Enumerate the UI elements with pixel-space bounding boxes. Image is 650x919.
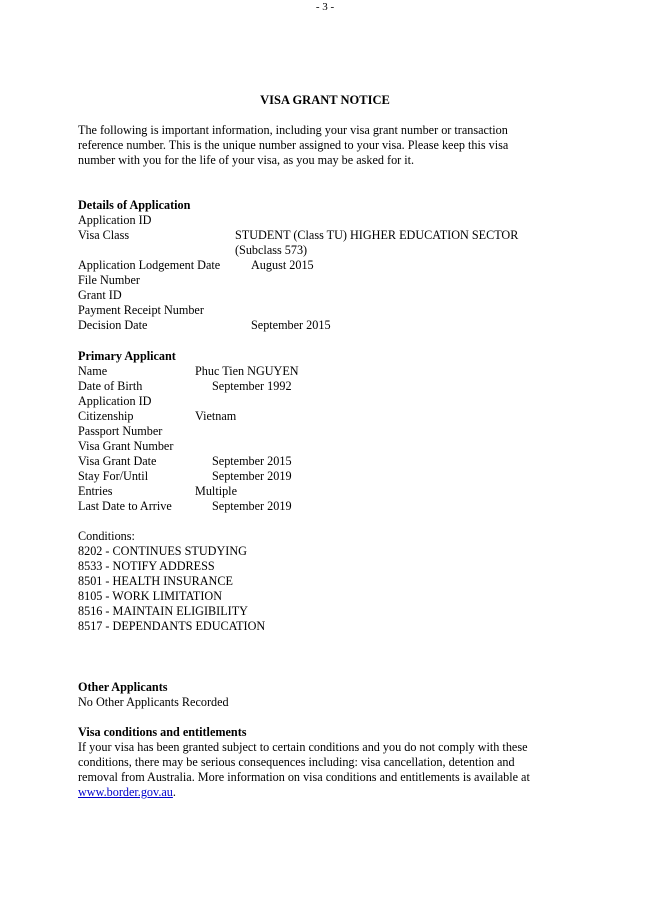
date-of-birth-row bbox=[78, 379, 578, 394]
visa-class-row bbox=[78, 228, 578, 243]
decision-date-row bbox=[78, 318, 578, 333]
last-date-to-arrive-row bbox=[78, 499, 578, 514]
citizenship-label: Citizenship bbox=[78, 409, 134, 423]
grant-id-label: Grant ID bbox=[78, 288, 122, 302]
condition-item: 8501 - HEALTH INSURANCE bbox=[78, 574, 233, 588]
other-applicants-text: No Other Applicants Recorded bbox=[78, 695, 229, 709]
condition-item: 8202 - CONTINUES STUDYING bbox=[78, 544, 247, 558]
entitlements-line: If your visa has been granted subject to certain conditions and you do not comply with these bbox=[78, 740, 528, 754]
visa-class-value: STUDENT (Class TU) HIGHER EDUCATION SECTOR bbox=[235, 228, 519, 242]
intro-line: number with you for the life of your visa, as you may be asked for it. bbox=[78, 153, 415, 167]
link-period: . bbox=[172, 785, 176, 799]
file-number-row bbox=[78, 273, 578, 288]
file-number-label: File Number bbox=[78, 273, 140, 287]
primary-application-id-row bbox=[78, 394, 578, 409]
last-date-to-arrive-value: September 2019 bbox=[212, 499, 292, 513]
application-details-heading: Details of Application bbox=[78, 198, 191, 212]
entitlements-heading: Visa conditions and entitlements bbox=[78, 725, 247, 739]
border-website-link[interactable]: www.border.gov.au bbox=[78, 785, 173, 799]
entitlements-line: removal from Australia. More information on visa conditions and entitlements is available at bbox=[78, 770, 530, 784]
stay-until-value: September 2019 bbox=[212, 469, 292, 483]
lodgement-date-label: Application Lodgement Date bbox=[78, 258, 221, 272]
date-of-birth-value: September 1992 bbox=[212, 379, 292, 393]
visa-subclass-value: (Subclass 573) bbox=[235, 243, 308, 257]
passport-number-label: Passport Number bbox=[78, 424, 163, 438]
primary-application-id-label: Application ID bbox=[78, 394, 152, 408]
visa-grant-date-row bbox=[78, 454, 578, 469]
conditions-heading: Conditions: bbox=[78, 529, 135, 543]
application-id-row bbox=[78, 213, 578, 228]
visa-grant-date-label: Visa Grant Date bbox=[78, 454, 157, 468]
entries-value: Multiple bbox=[195, 484, 237, 498]
visa-grant-number-label: Visa Grant Number bbox=[78, 439, 174, 453]
stay-until-row bbox=[78, 469, 578, 484]
decision-date-label: Decision Date bbox=[78, 318, 148, 332]
condition-item: 8533 - NOTIFY ADDRESS bbox=[78, 559, 215, 573]
visa-grant-date-value: September 2015 bbox=[212, 454, 292, 468]
name-value: Phuc Tien NGUYEN bbox=[195, 364, 299, 378]
page-number: - 3 - bbox=[315, 1, 335, 13]
other-applicants-section bbox=[78, 680, 578, 710]
condition-item: 8517 - DEPENDANTS EDUCATION bbox=[78, 619, 266, 633]
citizenship-value: Vietnam bbox=[195, 409, 237, 423]
conditions-section bbox=[78, 529, 578, 634]
intro-line: reference number. This is the unique number assigned to your visa. Please keep this visa bbox=[78, 138, 509, 152]
entries-label: Entries bbox=[78, 484, 113, 498]
payment-receipt-label: Payment Receipt Number bbox=[78, 303, 204, 317]
date-of-birth-label: Date of Birth bbox=[78, 379, 143, 393]
visa-class-row-continued bbox=[78, 243, 578, 258]
condition-item: 8516 - MAINTAIN ELIGIBILITY bbox=[78, 604, 248, 618]
citizenship-row bbox=[78, 409, 578, 424]
grant-id-row bbox=[78, 288, 578, 303]
passport-number-row bbox=[78, 424, 578, 439]
condition-item: 8105 - WORK LIMITATION bbox=[78, 589, 223, 603]
primary-applicant-heading: Primary Applicant bbox=[78, 349, 176, 363]
visa-class-label: Visa Class bbox=[78, 228, 130, 242]
visa-grant-number-row bbox=[78, 439, 578, 454]
intro-line: The following is important information, including your visa grant number or transaction bbox=[78, 123, 508, 137]
other-applicants-heading: Other Applicants bbox=[78, 680, 168, 694]
lodgement-date-row bbox=[78, 258, 578, 273]
payment-receipt-row bbox=[78, 303, 578, 318]
entitlements-link-line bbox=[78, 785, 578, 800]
notice-title: VISA GRANT NOTICE bbox=[260, 93, 390, 107]
entitlements-line: conditions, there may be serious consequences including: visa cancellation, detention and bbox=[78, 755, 515, 769]
last-date-to-arrive-label: Last Date to Arrive bbox=[78, 499, 172, 513]
name-row bbox=[78, 364, 578, 379]
application-id-label: Application ID bbox=[78, 213, 152, 227]
entries-row bbox=[78, 484, 578, 499]
intro-paragraph bbox=[78, 123, 558, 168]
primary-applicant-section bbox=[78, 349, 578, 514]
name-label: Name bbox=[78, 364, 108, 378]
entitlements-section bbox=[78, 725, 578, 800]
application-details-section bbox=[78, 198, 578, 333]
stay-until-label: Stay For/Until bbox=[78, 469, 149, 483]
lodgement-date-value: August 2015 bbox=[251, 258, 314, 272]
decision-date-value: September 2015 bbox=[251, 318, 331, 332]
